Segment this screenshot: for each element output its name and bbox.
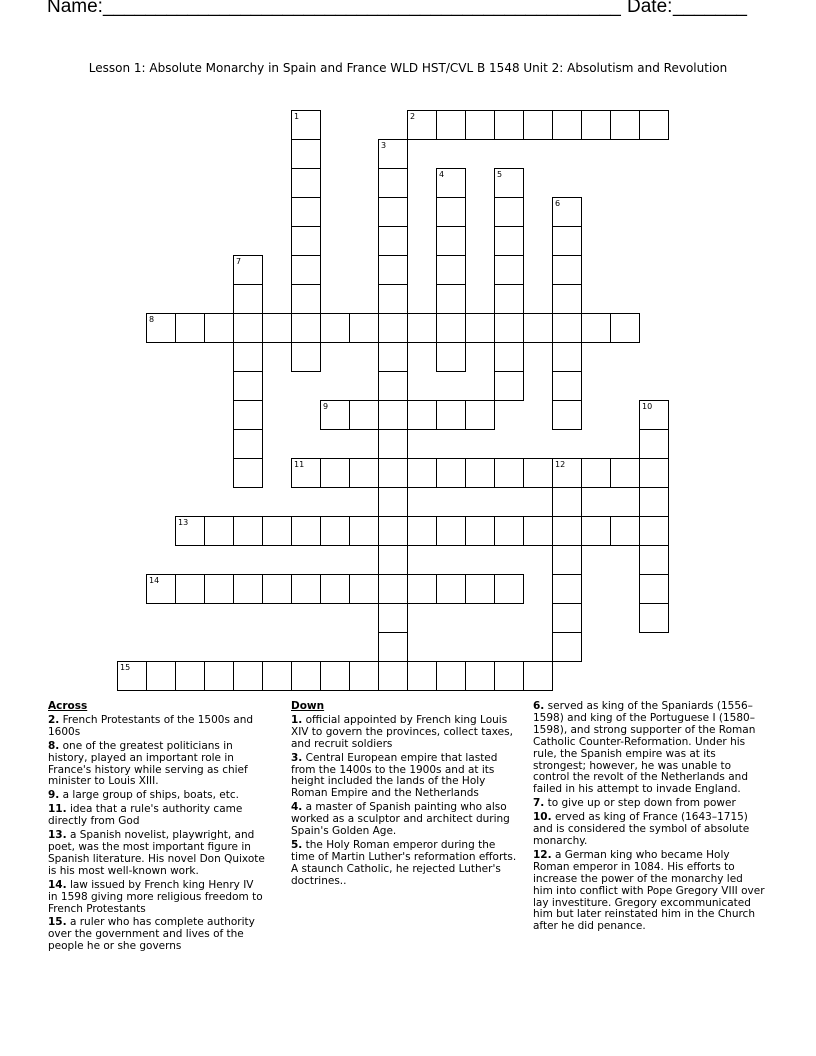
grid-cell[interactable] bbox=[320, 400, 350, 430]
grid-cell[interactable] bbox=[494, 313, 524, 343]
down-heading: Down bbox=[291, 700, 325, 712]
grid-cell[interactable] bbox=[233, 255, 263, 285]
clue-number: 15. bbox=[48, 916, 67, 929]
grid-cell[interactable] bbox=[552, 603, 582, 633]
down-clues bbox=[291, 701, 521, 890]
clue-text: French Protestants of the 1500s and 1600s bbox=[48, 713, 254, 738]
clue-number: 14 bbox=[149, 576, 160, 585]
clue-number: 8 bbox=[149, 315, 155, 324]
clue-text: idea that a rule's authority came directly from God bbox=[48, 803, 243, 828]
across-clue bbox=[48, 917, 266, 953]
grid-cell[interactable] bbox=[320, 574, 350, 604]
grid-cell[interactable] bbox=[291, 255, 321, 285]
grid-cell[interactable] bbox=[291, 168, 321, 198]
grid-cell[interactable] bbox=[581, 110, 611, 140]
clue-text: one of the greatest politicians in history, played an important role in France's history while serving as chief minister to Louis XIII. bbox=[48, 739, 248, 788]
grid-cell[interactable] bbox=[494, 342, 524, 372]
grid-cell[interactable] bbox=[465, 110, 495, 140]
clue-number: 5. bbox=[291, 838, 303, 851]
down-clue bbox=[291, 802, 521, 838]
grid-cell[interactable] bbox=[552, 371, 582, 401]
clue-number: 9. bbox=[48, 789, 60, 802]
grid-cell[interactable] bbox=[291, 284, 321, 314]
grid-cell[interactable] bbox=[465, 313, 495, 343]
grid-cell[interactable] bbox=[639, 545, 669, 575]
clue-number: 6. bbox=[533, 700, 545, 712]
grid-cell[interactable] bbox=[494, 226, 524, 256]
grid-cell[interactable] bbox=[639, 458, 669, 488]
across-clue-list bbox=[48, 715, 266, 953]
grid-cell[interactable] bbox=[349, 458, 379, 488]
clue-number: 13 bbox=[178, 518, 189, 527]
clue-number: 8. bbox=[48, 739, 60, 752]
clue-number: 11. bbox=[48, 803, 67, 816]
grid-cell[interactable] bbox=[552, 545, 582, 575]
grid-cell[interactable] bbox=[581, 516, 611, 546]
clue-number: 1 bbox=[294, 112, 300, 121]
grid-cell[interactable] bbox=[320, 661, 350, 691]
across-heading: Across bbox=[48, 700, 88, 712]
grid-cell[interactable] bbox=[639, 516, 669, 546]
grid-cell[interactable] bbox=[291, 197, 321, 227]
grid-cell[interactable] bbox=[639, 110, 669, 140]
grid-cell[interactable] bbox=[262, 661, 292, 691]
grid-cell[interactable] bbox=[146, 313, 176, 343]
grid-cell[interactable] bbox=[552, 574, 582, 604]
across-clue bbox=[48, 715, 266, 739]
grid-cell[interactable] bbox=[494, 371, 524, 401]
grid-cell[interactable] bbox=[436, 313, 466, 343]
grid-cell[interactable] bbox=[349, 661, 379, 691]
grid-cell[interactable] bbox=[233, 516, 263, 546]
clue-text: a large group of ships, boats, etc. bbox=[59, 789, 239, 802]
grid-cell[interactable] bbox=[552, 255, 582, 285]
grid-cell[interactable] bbox=[436, 458, 466, 488]
grid-cell[interactable] bbox=[233, 313, 263, 343]
grid-cell[interactable] bbox=[204, 313, 234, 343]
grid-cell[interactable] bbox=[610, 313, 640, 343]
grid-cell[interactable] bbox=[291, 661, 321, 691]
grid-cell[interactable] bbox=[407, 110, 437, 140]
grid-cell[interactable] bbox=[233, 342, 263, 372]
grid-cell[interactable] bbox=[465, 400, 495, 430]
clue-text: served as king of the Spaniards (1556–1598) and king of the Portuguese I (1580–1598), and strong supporter of the Roman Catholic Counter-Reformation. Under his rule, the Spanish empire was at its strongest; however, he was unable to control the revolt of the Netherlands and failed in his attempt to invade England. bbox=[533, 700, 756, 796]
grid-cell[interactable] bbox=[233, 661, 263, 691]
clue-number: 10 bbox=[642, 402, 653, 411]
grid-cell[interactable] bbox=[349, 313, 379, 343]
grid-cell[interactable] bbox=[494, 661, 524, 691]
clue-text: the Holy Roman emperor during the time of Martin Luther's reformation efforts. A staunch Catholic, he rejected Luther's doctrines.. bbox=[291, 838, 517, 887]
grid-cell[interactable] bbox=[407, 458, 437, 488]
clue-number: 12 bbox=[555, 460, 566, 469]
clue-number: 11 bbox=[294, 460, 305, 469]
grid-cell[interactable] bbox=[233, 400, 263, 430]
clue-number: 3 bbox=[381, 141, 387, 150]
grid-cell[interactable] bbox=[494, 255, 524, 285]
across-clue bbox=[48, 880, 266, 916]
grid-cell[interactable] bbox=[552, 342, 582, 372]
clue-text: law issued by French king Henry IV in 1598 giving more religious freedom to French Protestants bbox=[48, 878, 263, 915]
grid-cell[interactable] bbox=[436, 110, 466, 140]
grid-cell[interactable] bbox=[552, 226, 582, 256]
grid-cell[interactable] bbox=[378, 603, 408, 633]
grid-cell[interactable] bbox=[436, 255, 466, 285]
grid-cell[interactable] bbox=[378, 487, 408, 517]
grid-cell[interactable] bbox=[320, 458, 350, 488]
clue-text: official appointed by French king Louis XIV to govern the provinces, collect taxes, and recruit soldiers bbox=[291, 713, 513, 750]
clue-number: 10. bbox=[533, 811, 552, 824]
grid-cell[interactable] bbox=[494, 284, 524, 314]
clue-text: erved as king of France (1643–1715) and is considered the symbol of absolute monarchy. bbox=[533, 811, 750, 847]
date-line[interactable]: _______ bbox=[673, 0, 747, 17]
clue-number: 9 bbox=[323, 402, 329, 411]
clue-text: a German king who became Holy Roman emperor in 1084. His efforts to increase the power of the monarchy led him into conflict with Pope Gregory VIII over lay investiture. Gregory excommunicated him but later reinstated him in the Church after he did penance. bbox=[533, 848, 765, 933]
grid-cell[interactable] bbox=[407, 661, 437, 691]
down-clue bbox=[533, 850, 765, 933]
grid-cell[interactable] bbox=[349, 516, 379, 546]
across-clue bbox=[48, 804, 266, 828]
grid-cell[interactable] bbox=[378, 429, 408, 459]
page-title: Lesson 1: Absolute Monarchy in Spain and France WLD HST/CVL B 1548 Unit 2: Absolutism and Revolution bbox=[88, 61, 728, 75]
clue-text: a master of Spanish painting who also worked as a sculptor and architect during Spain's Golden Age. bbox=[291, 801, 510, 838]
clue-number: 14. bbox=[48, 878, 67, 891]
grid-cell[interactable] bbox=[378, 255, 408, 285]
grid-cell[interactable] bbox=[378, 632, 408, 662]
grid-cell[interactable] bbox=[117, 661, 147, 691]
grid-cell[interactable] bbox=[610, 516, 640, 546]
grid-cell[interactable] bbox=[378, 313, 408, 343]
grid-cell[interactable] bbox=[233, 458, 263, 488]
grid-cell[interactable] bbox=[204, 516, 234, 546]
grid-cell[interactable] bbox=[639, 603, 669, 633]
grid-cell[interactable] bbox=[436, 226, 466, 256]
grid-cell[interactable] bbox=[494, 458, 524, 488]
grid-cell[interactable] bbox=[523, 313, 553, 343]
grid-cell[interactable] bbox=[378, 545, 408, 575]
grid-cell[interactable] bbox=[407, 574, 437, 604]
clue-number: 13. bbox=[48, 829, 67, 842]
grid-cell[interactable] bbox=[204, 574, 234, 604]
grid-cell[interactable] bbox=[639, 400, 669, 430]
clue-text: to give up or step down from power bbox=[544, 797, 736, 810]
grid-cell[interactable] bbox=[639, 487, 669, 517]
grid-cell[interactable] bbox=[465, 458, 495, 488]
grid-cell[interactable] bbox=[552, 487, 582, 517]
clue-text: a ruler who has complete authority over the government and lives of the people he or she governs bbox=[48, 916, 255, 953]
clue-text: Central European empire that lasted from the 1400s to the 1900s and at its height included the lands of the Holy Roman Empire and the Netherlands bbox=[291, 751, 498, 800]
clue-text: a Spanish novelist, playwright, and poet, was the most important figure in Spanish literature. His novel Don Quixote is his most well-known work. bbox=[48, 829, 265, 877]
grid-cell[interactable] bbox=[523, 661, 553, 691]
grid-cell[interactable] bbox=[291, 139, 321, 169]
grid-cell[interactable] bbox=[175, 574, 205, 604]
grid-cell[interactable] bbox=[523, 516, 553, 546]
grid-cell[interactable] bbox=[233, 371, 263, 401]
grid-cell[interactable] bbox=[494, 110, 524, 140]
grid-cell[interactable] bbox=[291, 313, 321, 343]
across-clue bbox=[48, 741, 266, 789]
grid-cell[interactable] bbox=[465, 661, 495, 691]
grid-cell[interactable] bbox=[436, 197, 466, 227]
date-label: Date: bbox=[627, 0, 673, 17]
grid-cell[interactable] bbox=[320, 516, 350, 546]
grid-cell[interactable] bbox=[146, 661, 176, 691]
name-line[interactable]: _________________________________________________ bbox=[103, 0, 621, 17]
down-clue bbox=[533, 701, 765, 796]
grid-cell[interactable] bbox=[552, 400, 582, 430]
down-clue-list bbox=[291, 715, 521, 888]
grid-cell[interactable] bbox=[494, 168, 524, 198]
grid-cell[interactable] bbox=[378, 371, 408, 401]
across-clue bbox=[48, 830, 266, 878]
grid-cell[interactable] bbox=[291, 110, 321, 140]
grid-cell[interactable] bbox=[436, 400, 466, 430]
clue-number: 7. bbox=[533, 797, 545, 810]
grid-cell[interactable] bbox=[291, 342, 321, 372]
clue-number: 15 bbox=[120, 663, 131, 672]
grid-cell[interactable] bbox=[320, 313, 350, 343]
grid-cell[interactable] bbox=[436, 516, 466, 546]
grid-cell[interactable] bbox=[175, 661, 205, 691]
clue-number: 2. bbox=[48, 713, 60, 726]
grid-cell[interactable] bbox=[262, 574, 292, 604]
clue-number: 5 bbox=[497, 170, 503, 179]
grid-cell[interactable] bbox=[378, 458, 408, 488]
clue-number: 3. bbox=[291, 751, 303, 764]
down-clue bbox=[533, 812, 765, 848]
grid-cell[interactable] bbox=[175, 516, 205, 546]
grid-cell[interactable] bbox=[233, 574, 263, 604]
grid-cell[interactable] bbox=[494, 197, 524, 227]
clue-number: 6 bbox=[555, 199, 561, 208]
grid-cell[interactable] bbox=[378, 342, 408, 372]
grid-cell[interactable] bbox=[291, 226, 321, 256]
grid-cell[interactable] bbox=[494, 516, 524, 546]
grid-cell[interactable] bbox=[436, 661, 466, 691]
grid-cell[interactable] bbox=[494, 574, 524, 604]
grid-cell[interactable] bbox=[639, 429, 669, 459]
down-clues-continued bbox=[533, 701, 765, 935]
grid-cell[interactable] bbox=[465, 574, 495, 604]
clue-number: 2 bbox=[410, 112, 416, 121]
grid-cell[interactable] bbox=[146, 574, 176, 604]
grid-cell[interactable] bbox=[581, 458, 611, 488]
grid-cell[interactable] bbox=[407, 400, 437, 430]
grid-cell[interactable] bbox=[233, 284, 263, 314]
grid-cell[interactable] bbox=[291, 574, 321, 604]
grid-cell[interactable] bbox=[581, 313, 611, 343]
down-clue bbox=[291, 840, 521, 888]
grid-cell[interactable] bbox=[436, 284, 466, 314]
name-label: Name: bbox=[47, 0, 103, 17]
grid-cell[interactable] bbox=[262, 516, 292, 546]
grid-cell[interactable] bbox=[378, 400, 408, 430]
grid-cell[interactable] bbox=[523, 110, 553, 140]
grid-cell[interactable] bbox=[378, 574, 408, 604]
grid-cell[interactable] bbox=[465, 516, 495, 546]
clue-number: 4. bbox=[291, 801, 303, 814]
clue-number: 1. bbox=[291, 713, 303, 726]
down-clue bbox=[291, 715, 521, 751]
down-clue-list-continued bbox=[533, 701, 765, 933]
grid-cell[interactable] bbox=[349, 400, 379, 430]
clue-number: 7 bbox=[236, 257, 242, 266]
grid-cell[interactable] bbox=[436, 168, 466, 198]
grid-cell[interactable] bbox=[204, 661, 234, 691]
grid-cell[interactable] bbox=[262, 313, 292, 343]
across-clue bbox=[48, 790, 266, 802]
down-clue bbox=[533, 798, 765, 810]
grid-cell[interactable] bbox=[552, 458, 582, 488]
grid-cell[interactable] bbox=[378, 226, 408, 256]
grid-cell[interactable] bbox=[175, 313, 205, 343]
grid-cell[interactable] bbox=[407, 313, 437, 343]
grid-cell[interactable] bbox=[407, 516, 437, 546]
grid-cell[interactable] bbox=[552, 632, 582, 662]
grid-cell[interactable] bbox=[378, 197, 408, 227]
grid-cell[interactable] bbox=[436, 342, 466, 372]
grid-cell[interactable] bbox=[378, 168, 408, 198]
grid-cell[interactable] bbox=[378, 516, 408, 546]
grid-cell[interactable] bbox=[552, 516, 582, 546]
grid-cell[interactable] bbox=[552, 110, 582, 140]
grid-cell[interactable] bbox=[436, 574, 466, 604]
grid-cell[interactable] bbox=[610, 458, 640, 488]
grid-cell[interactable] bbox=[291, 458, 321, 488]
grid-cell[interactable] bbox=[523, 458, 553, 488]
clue-number: 4 bbox=[439, 170, 445, 179]
grid-cell[interactable] bbox=[378, 139, 408, 169]
across-clues bbox=[48, 701, 266, 955]
grid-cell[interactable] bbox=[552, 313, 582, 343]
grid-cell[interactable] bbox=[552, 284, 582, 314]
grid-cell[interactable] bbox=[378, 284, 408, 314]
grid-cell[interactable] bbox=[639, 574, 669, 604]
down-clue bbox=[291, 753, 521, 801]
grid-cell[interactable] bbox=[349, 574, 379, 604]
clue-number: 12. bbox=[533, 848, 552, 861]
grid-cell[interactable] bbox=[378, 661, 408, 691]
grid-cell[interactable] bbox=[552, 197, 582, 227]
grid-cell[interactable] bbox=[233, 429, 263, 459]
grid-cell[interactable] bbox=[291, 516, 321, 546]
grid-cell[interactable] bbox=[610, 110, 640, 140]
